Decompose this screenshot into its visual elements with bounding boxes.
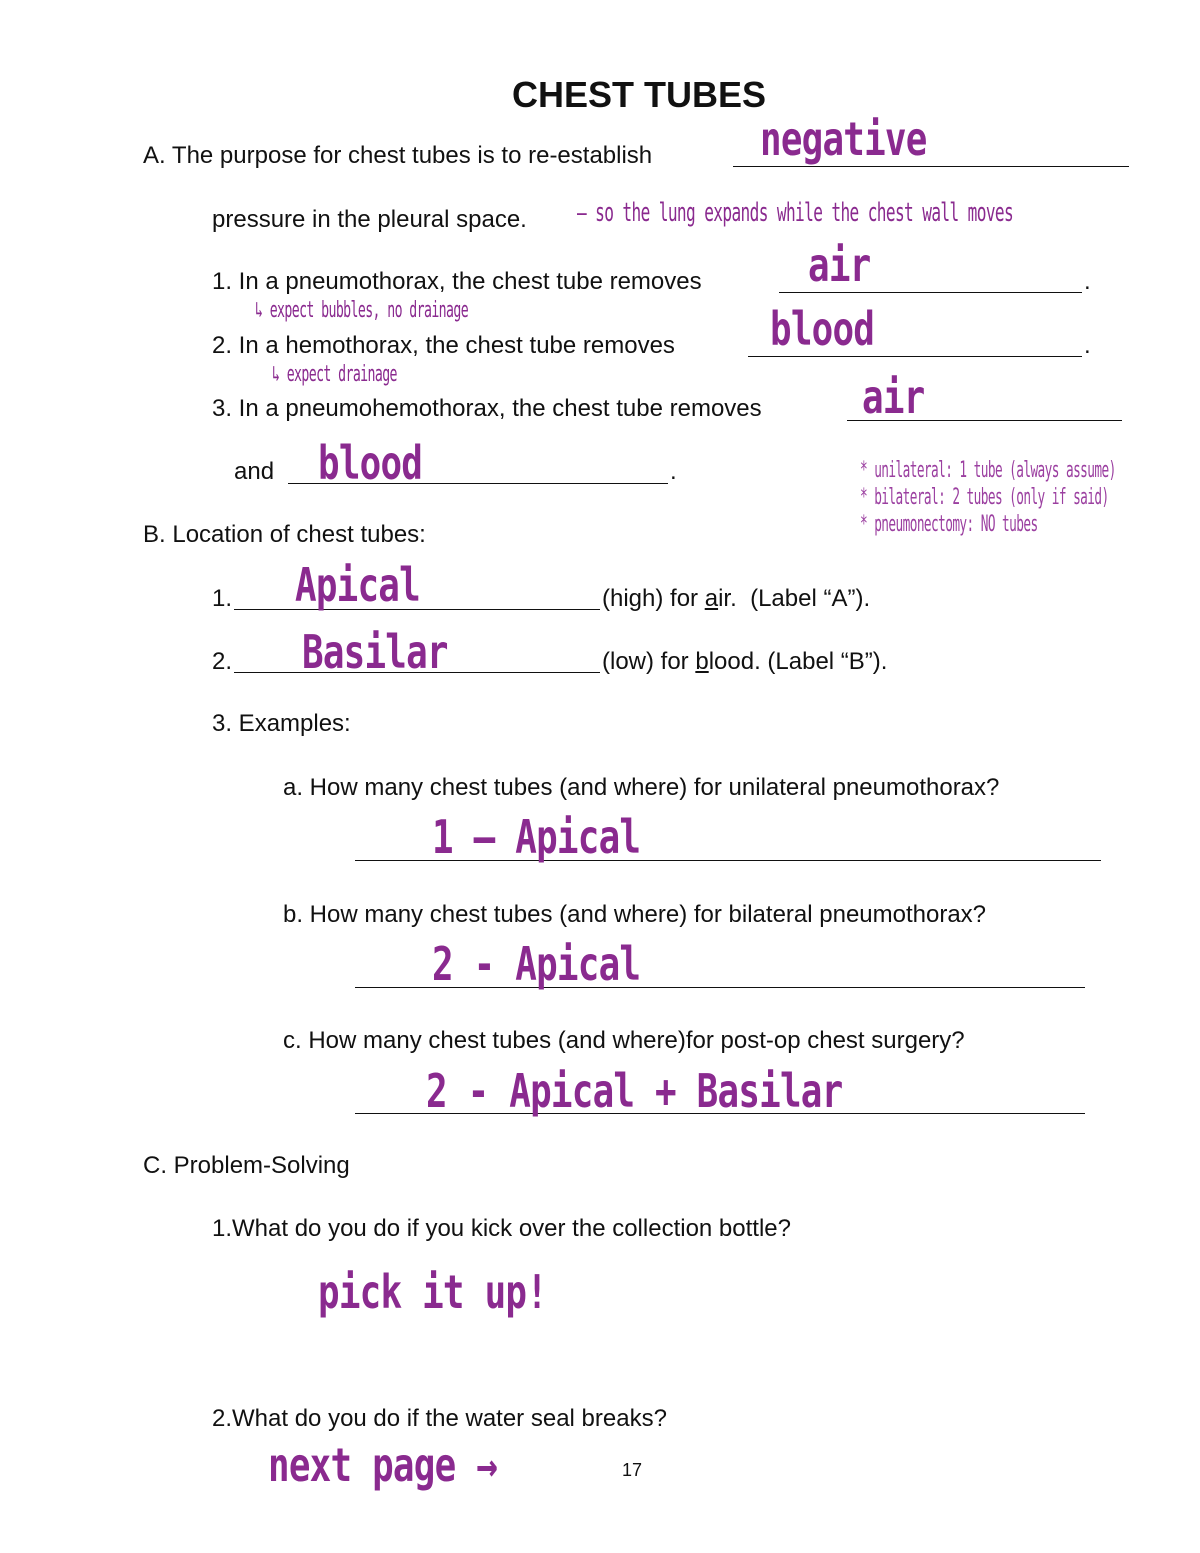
answer-negative: negative xyxy=(760,112,927,166)
answer-item2-blood: blood xyxy=(770,302,875,356)
note-lung-expands: – so the lung expands while the chest wall moves xyxy=(577,198,1014,228)
answer-qa: 1 – Apical xyxy=(432,810,641,864)
item3-period: . xyxy=(670,458,677,485)
section-a-and: and xyxy=(234,458,275,485)
section-c-heading: C. Problem-Solving xyxy=(143,1152,350,1179)
item1-period: . xyxy=(1084,268,1091,295)
answer-item3-blood: blood xyxy=(318,436,423,490)
page-number: 17 xyxy=(622,1460,643,1480)
side-note-bilateral: * bilateral: 2 tubes (only if said) xyxy=(860,485,1109,510)
question-c2: 2.What do you do if the water seal breaks? xyxy=(212,1405,667,1432)
section-a-item2: 2. In a hemothorax, the chest tube removes xyxy=(212,332,675,359)
note-expect-bubbles: ↳ expect bubbles, no drainage xyxy=(255,298,469,323)
section-a-line2: pressure in the pleural space. xyxy=(212,206,527,233)
section-b-item1-num: 1. xyxy=(212,585,233,612)
question-b: b. How many chest tubes (and where) for bilateral pneumothorax? xyxy=(283,901,987,928)
answer-c2: next page → xyxy=(268,1438,498,1492)
section-b-item2-text: (low) for blood. (Label “B”). xyxy=(602,648,888,675)
answer-c1: pick it up! xyxy=(318,1265,548,1319)
note-expect-drainage: ↳ expect drainage xyxy=(272,362,397,387)
page-title: CHEST TUBES xyxy=(512,74,767,115)
question-c: c. How many chest tubes (and where)for post-op chest surgery? xyxy=(283,1027,965,1054)
section-a-item1: 1. In a pneumothorax, the chest tube removes xyxy=(212,268,702,295)
answer-qc: 2 - Apical + Basilar xyxy=(426,1064,843,1118)
section-a-intro: A. The purpose for chest tubes is to re-establish xyxy=(143,142,653,169)
answer-item1-air: air xyxy=(808,238,871,292)
answer-qb: 2 - Apical xyxy=(432,937,641,991)
answer-apical: Apical xyxy=(295,558,420,612)
side-note-pneumonectomy: * pneumonectomy: NO tubes xyxy=(860,512,1038,537)
section-b-examples: 3. Examples: xyxy=(212,710,351,737)
question-c1: 1.What do you do if you kick over the collection bottle? xyxy=(212,1215,791,1242)
answer-basilar: Basilar xyxy=(302,625,448,679)
item2-period: . xyxy=(1084,332,1091,359)
section-b-heading: B. Location of chest tubes: xyxy=(143,521,426,548)
answer-line-item2 xyxy=(748,356,1082,357)
answer-line-negative xyxy=(733,166,1129,167)
answer-line-item1 xyxy=(779,292,1082,293)
question-a: a. How many chest tubes (and where) for unilateral pneumothorax? xyxy=(283,774,1000,801)
section-a-item3: 3. In a pneumohemothorax, the chest tube removes xyxy=(212,395,762,422)
side-note-unilateral: * unilateral: 1 tube (always assume) xyxy=(860,458,1116,483)
section-b-item1-text: (high) for air. (Label “A”). xyxy=(602,585,871,612)
section-b-item2-num: 2. xyxy=(212,648,233,675)
answer-item3-air: air xyxy=(862,370,925,424)
